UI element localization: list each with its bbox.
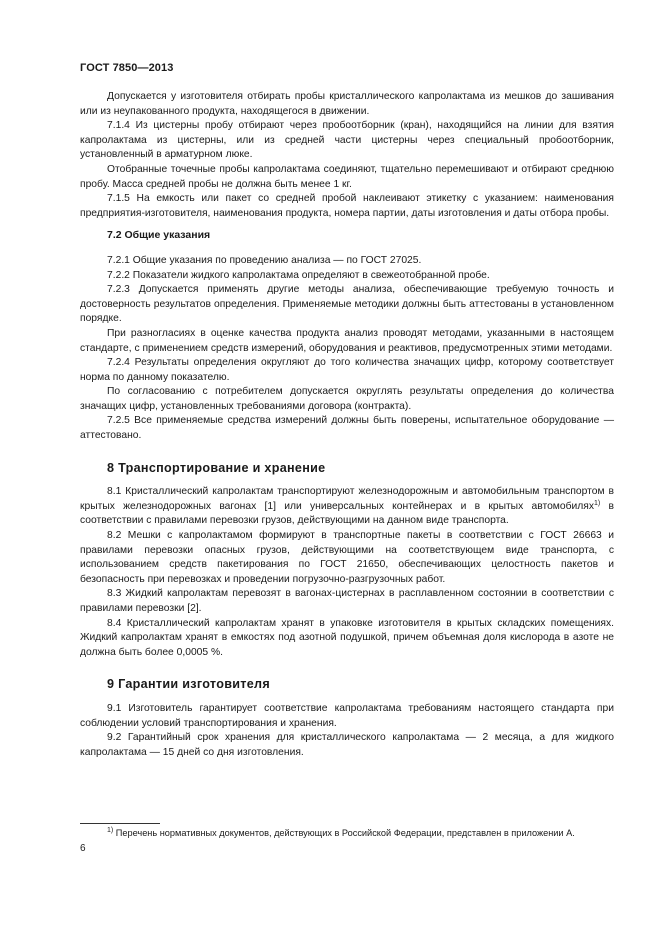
footnote-divider: [80, 823, 160, 824]
paragraph: При разногласиях в оценке качества продукта анализ проводят методами, указанными в настоящем стандарте, с применением средств измерений, оборудования и реактивов, предусмотренных этими методами.: [80, 327, 614, 354]
paragraph-7-2-4: 7.2.4 Результаты определения округляют до того количества значащих цифр, которому соответствует норма по данному показателю.: [80, 357, 614, 383]
section-heading-8: 8 Транспортирование и хранение: [107, 460, 326, 475]
paragraph-8-1-text: 8.1 Кристаллический капролактам транспортируют железнодорожным и автомобильным транспортом в крытых железнодорожных вагонах [1] или универсальных контейнерах и в крытых автомобилях: [80, 486, 614, 512]
footnote: [80, 827, 614, 839]
page-number: 6: [80, 843, 86, 854]
footnote-text: Перечень нормативных документов, действующих в Российской Федерации, представлен в приложении А.: [113, 828, 575, 838]
paragraph-7-2-1: 7.2.1 Общие указания по проведению анализа — по ГОСТ 27025.: [107, 254, 422, 266]
section-heading-9: 9 Гарантии изготовителя: [107, 677, 270, 692]
paragraph-7-1-5: 7.1.5 На емкость или пакет со средней пробой наклеивают этикетку с указанием: наименования предприятия-изготовителя, наименования продукта, номера партии, даты изготовления и даты отбора пробы.: [80, 193, 614, 219]
paragraph-7-2-2: 7.2.2 Показатели жидкого капролактама определяют в свежеотобранной пробе.: [107, 269, 490, 281]
footnote-marker: 1): [107, 827, 114, 834]
paragraph: Отобранные точечные пробы капролактама соединяют, тщательно перемешивают и отбирают среднюю пробу. Масса средней пробы не должна быть менее 1 кг.: [80, 163, 614, 190]
paragraph-8-1: [80, 485, 614, 529]
paragraph: Допускается у изготовителя отбирать пробы кристаллического капролактама из мешков до зашивания или из неупакованного продукта, находящегося в движении.: [80, 91, 614, 117]
paragraph-8-4: 8.4 Кристаллический капролактам хранят в упаковке изготовителя в крытых складских помещениях. Жидкий капролактам хранят в емкостях под азотной подушкой, причем объемная доля кислорода в азоте не должна быть более 0,0005 %.: [80, 617, 614, 658]
main-content: [80, 90, 614, 760]
paragraph-9-1: 9.1 Изготовитель гарантирует соответствие капролактама требованиям настоящего стандарта при соблюдении условий транспортирования и хранения.: [80, 702, 614, 729]
document-header: ГОСТ 7850—2013: [80, 62, 174, 74]
paragraph-9-2: 9.2 Гарантийный срок хранения для кристаллического капролактама — 2 месяца, а для жидкого капролактама — 15 дней со дня изготовления.: [80, 732, 614, 758]
footnote-reference: 1): [594, 499, 601, 507]
paragraph-8-1-text-end: в соответствии с правилами перевозки грузов, действующими на данном виде транспорта.: [80, 500, 614, 527]
subsection-heading-7-2: 7.2 Общие указания: [107, 229, 211, 242]
paragraph-7-1-4: 7.1.4 Из цистерны пробу отбирают через пробоотборник (кран), находящийся на линии для взятия капролактама из цистерны, или из средней части цистерны через специальный пробоотборник, установленный в арматурном люке.: [80, 120, 614, 161]
paragraph: По согласованию с потребителем допускается округлять результаты определения до количества значащих цифр, установленных требованиями договора (контракта).: [80, 386, 614, 412]
paragraph-7-2-5: 7.2.5 Все применяемые средства измерений должны быть поверены, испытательное оборудование — аттестовано.: [80, 415, 614, 442]
paragraph-7-2-3: 7.2.3 Допускается применять другие методы анализа, обеспечивающие требуемую точность и достоверность результатов определения. Применяемые методики должны быть аттестованы в установленном порядке.: [80, 284, 614, 325]
paragraph-8-3: 8.3 Жидкий капролактам перевозят в вагонах-цистернах в расплавленном состоянии в соответствии с правилами перевозки [2].: [80, 588, 614, 614]
paragraph-8-2: 8.2 Мешки с капролактамом формируют в транспортные пакеты в соответствии с ГОСТ 26663 и правилами перевозки опасных грузов, действующими на соответствующем виде транспорта, с использованием средств пакетирования по ГОСТ 21650, обеспечивающих целостность пакетов и безопасность при перевозках и проведении погрузочно-разгрузочных работ.: [80, 530, 614, 585]
